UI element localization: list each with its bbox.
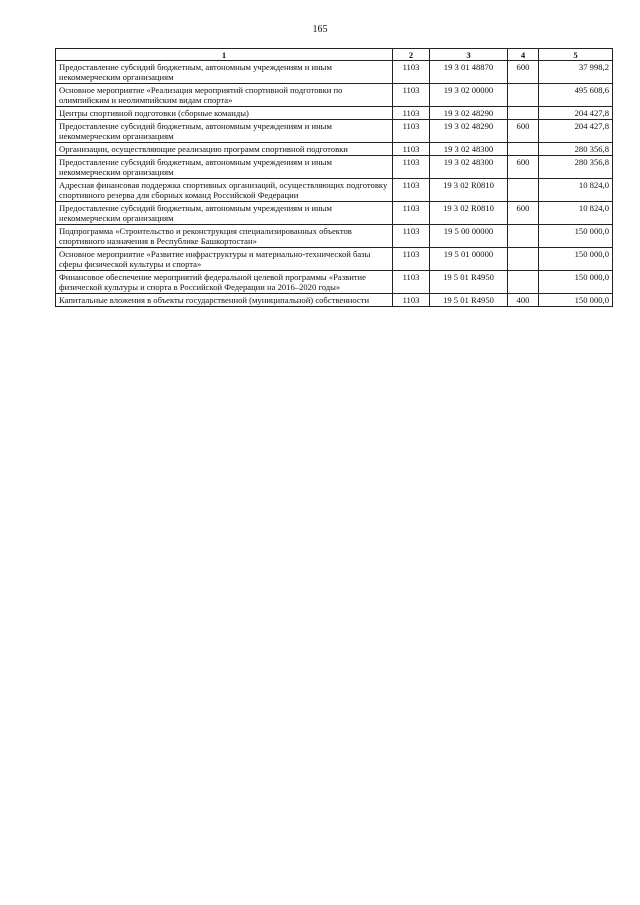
- cell-expense-type: 600: [508, 156, 539, 179]
- table-row: [56, 61, 613, 84]
- cell-expense-type: [508, 84, 539, 107]
- cell-section: 1103: [393, 225, 430, 248]
- table-row: [56, 271, 613, 294]
- cell-section: 1103: [393, 294, 430, 307]
- cell-amount: 150 000,0: [539, 248, 613, 271]
- cell-expense-type: [508, 248, 539, 271]
- cell-section: 1103: [393, 271, 430, 294]
- cell-section: 1103: [393, 84, 430, 107]
- cell-section: 1103: [393, 61, 430, 84]
- cell-amount: 150 000,0: [539, 294, 613, 307]
- cell-section: 1103: [393, 107, 430, 120]
- cell-target-article: 19 3 01 48870: [430, 61, 508, 84]
- cell-amount: 10 824,0: [539, 179, 613, 202]
- cell-amount: 150 000,0: [539, 225, 613, 248]
- cell-expense-type: [508, 179, 539, 202]
- cell-section: 1103: [393, 143, 430, 156]
- cell-name: Основное мероприятие «Реализация мероприятий спортивной подготовки по олимпийским и неолимпийским видам спорта»: [56, 84, 393, 107]
- table-row: [56, 248, 613, 271]
- cell-target-article: 19 3 02 48290: [430, 120, 508, 143]
- budget-table: [55, 48, 613, 307]
- cell-name: Центры спортивной подготовки (сборные команды): [56, 107, 393, 120]
- cell-expense-type: [508, 271, 539, 294]
- cell-expense-type: 600: [508, 120, 539, 143]
- cell-name: Основное мероприятие «Развитие инфраструктуры и материально-технической базы сферы физической культуры и спорта»: [56, 248, 393, 271]
- cell-name: Организации, осуществляющие реализацию программ спортивной подготовки: [56, 143, 393, 156]
- cell-expense-type: [508, 225, 539, 248]
- column-header-type: 4: [508, 49, 539, 61]
- cell-target-article: 19 3 02 R0810: [430, 202, 508, 225]
- cell-target-article: 19 5 01 00000: [430, 248, 508, 271]
- cell-expense-type: 400: [508, 294, 539, 307]
- column-header-section: 2: [393, 49, 430, 61]
- cell-target-article: 19 5 00 00000: [430, 225, 508, 248]
- column-header-target: 3: [430, 49, 508, 61]
- page-number: 165: [312, 24, 328, 35]
- cell-name: Предоставление субсидий бюджетным, автономным учреждениям и иным некоммерческим организациям: [56, 61, 393, 84]
- cell-amount: 280 356,8: [539, 143, 613, 156]
- cell-name: Предоставление субсидий бюджетным, автономным учреждениям и иным некоммерческим организациям: [56, 156, 393, 179]
- cell-name: Подпрограмма «Строительство и реконструкция специализированных объектов спортивного назначения в Республике Башкортостан»: [56, 225, 393, 248]
- cell-target-article: 19 3 02 R0810: [430, 179, 508, 202]
- table-row: [56, 202, 613, 225]
- cell-expense-type: [508, 107, 539, 120]
- cell-section: 1103: [393, 179, 430, 202]
- cell-amount: 204 427,8: [539, 107, 613, 120]
- table-body: [56, 61, 613, 307]
- cell-amount: 204 427,8: [539, 120, 613, 143]
- table-row: [56, 107, 613, 120]
- column-header-name: 1: [56, 49, 393, 61]
- cell-expense-type: 600: [508, 202, 539, 225]
- column-header-amount: 5: [539, 49, 613, 61]
- cell-target-article: 19 3 02 48290: [430, 107, 508, 120]
- table-row: [56, 84, 613, 107]
- cell-name: Финансовое обеспечение мероприятий федеральной целевой программы «Развитие физической культуры и спорта в Российской Федерации на 2016–2020 годы»: [56, 271, 393, 294]
- table-row: [56, 120, 613, 143]
- cell-target-article: 19 5 01 R4950: [430, 271, 508, 294]
- cell-target-article: 19 5 01 R4950: [430, 294, 508, 307]
- table-row: [56, 294, 613, 307]
- cell-name: Капитальные вложения в объекты государственной (муниципальной) собственности: [56, 294, 393, 307]
- table-row: [56, 143, 613, 156]
- cell-section: 1103: [393, 156, 430, 179]
- table-header-row: [56, 49, 613, 61]
- cell-section: 1103: [393, 248, 430, 271]
- cell-amount: 280 356,8: [539, 156, 613, 179]
- cell-target-article: 19 3 02 48300: [430, 156, 508, 179]
- cell-amount: 150 000,0: [539, 271, 613, 294]
- table-row: [56, 179, 613, 202]
- cell-target-article: 19 3 02 00000: [430, 84, 508, 107]
- cell-expense-type: 600: [508, 61, 539, 84]
- table-row: [56, 225, 613, 248]
- cell-amount: 37 998,2: [539, 61, 613, 84]
- cell-expense-type: [508, 143, 539, 156]
- cell-name: Предоставление субсидий бюджетным, автономным учреждениям и иным некоммерческим организациям: [56, 120, 393, 143]
- cell-target-article: 19 3 02 48300: [430, 143, 508, 156]
- cell-amount: 495 608,6: [539, 84, 613, 107]
- cell-name: Предоставление субсидий бюджетным, автономным учреждениям и иным некоммерческим организациям: [56, 202, 393, 225]
- table-row: [56, 156, 613, 179]
- cell-amount: 10 824,0: [539, 202, 613, 225]
- cell-section: 1103: [393, 120, 430, 143]
- cell-name: Адресная финансовая поддержка спортивных организаций, осуществляющих подготовку спортивного резерва для сборных команд Российской Федерации: [56, 179, 393, 202]
- cell-section: 1103: [393, 202, 430, 225]
